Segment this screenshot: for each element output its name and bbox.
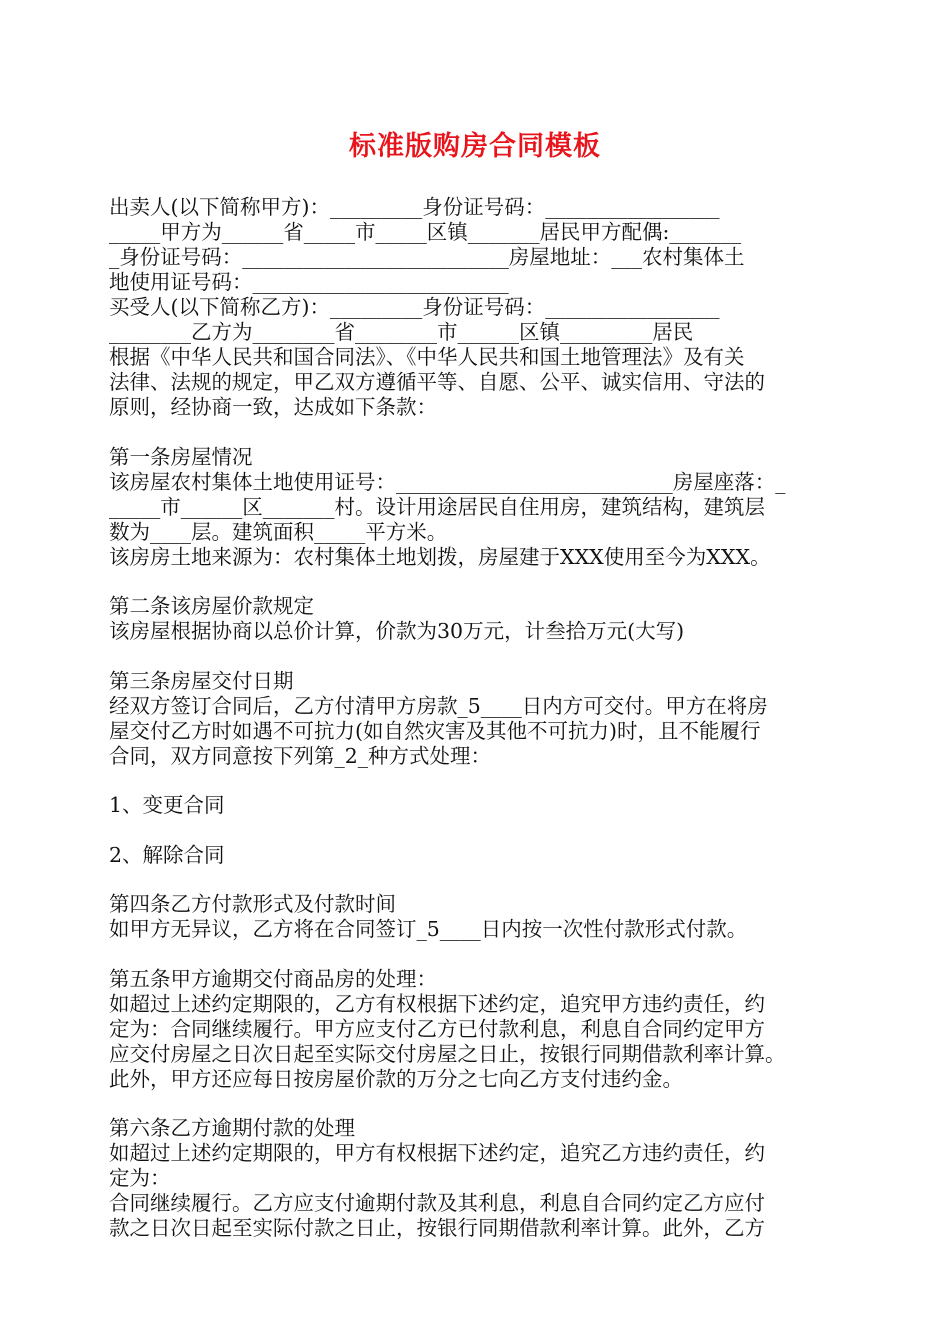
paragraph-gap	[109, 420, 849, 445]
text-line: 地使用证号码：_________________________	[109, 270, 509, 294]
text-line: 第六条乙方逾期付款的处理	[109, 1116, 355, 1140]
text-line: 款之日次日起至实际付款之日止，按银行同期借款利率计算。此外，乙方	[109, 1216, 765, 1240]
document-title: 标准版购房合同模板	[349, 131, 601, 162]
text-line: 出卖人(以下简称甲方)：_________身份证号码：_________________	[109, 195, 720, 219]
text-line: 合同继续履行。乙方应支付逾期付款及其利息，利息自合同约定乙方应付	[109, 1191, 765, 1215]
text-line: _____市______区_______村。设计用途居民自住用房，建筑结构，建筑层	[109, 494, 765, 519]
text-line: 该房房土地来源为：农村集体土地划拨，房屋建于XXX使用至今为XXX。	[109, 544, 771, 569]
text-line: 应交付房屋之日次日起至实际交付房屋之日止，按银行同期借款利率计算。	[109, 1041, 786, 1066]
text-line: 买受人(以下简称乙方)：_________身份证号码：_________________	[109, 295, 720, 319]
text-line: 第三条房屋交付日期	[109, 668, 294, 693]
text-line: 该房屋农村集体土地使用证号：___________________________房屋座落：_	[109, 469, 786, 494]
text-line: 第二条该房屋价款规定	[109, 594, 314, 618]
paragraph	[109, 793, 849, 818]
text-line: 数为____层。建筑面积_____平方米。	[109, 519, 448, 544]
text-line: 第五条甲方逾期交付商品房的处理：	[109, 966, 437, 991]
paragraph-gap	[109, 570, 849, 595]
text-line: 如超过上述约定期限的，乙方有权根据下述约定，追究甲方违约责任，约	[109, 991, 765, 1016]
text-line: 此外，甲方还应每日按房屋价款的万分之七向乙方支付违约金。	[109, 1066, 683, 1091]
text-line: 合同，双方同意按下列第_2_种方式处理：	[109, 743, 492, 768]
text-line: 如甲方无异议，乙方将在合同签订_5____日内按一次性付款形式付款。	[109, 917, 748, 941]
text-line: 法律、法规的规定，甲乙双方遵循平等、自愿、公平、诚实信用、守法的	[109, 370, 765, 394]
paragraph-gap	[109, 868, 849, 893]
paragraph-gap	[109, 644, 849, 669]
paragraph	[109, 843, 849, 868]
paragraph	[109, 892, 849, 942]
paragraph	[109, 967, 849, 1092]
paragraph	[109, 594, 849, 644]
text-line: 如超过上述约定期限的，甲方有权根据下述约定，追究乙方违约责任，约	[109, 1141, 765, 1165]
document-body	[109, 195, 849, 1241]
paragraph-gap	[109, 1092, 849, 1117]
paragraph	[109, 195, 849, 420]
paragraph-gap	[109, 769, 849, 794]
text-line: 根据《中华人民共和国合同法》、《中华人民共和国土地管理法》及有关	[109, 345, 745, 369]
text-line: 定为：	[109, 1166, 171, 1190]
text-line: 该房屋根据协商以总价计算，价款为30万元，计叁拾万元(大写)	[109, 619, 685, 643]
text-line: 第四条乙方付款形式及付款时间	[109, 892, 396, 916]
text-line: 屋交付乙方时如遇不可抗力(如自然灾害及其他不可抗力)时，且不能履行	[109, 718, 761, 743]
text-line: 第一条房屋情况	[109, 444, 253, 469]
text-line: _____甲方为______省_____市_____区镇_______居民甲方配偶:_______	[109, 220, 742, 244]
text-line: _身份证号码：__________________________房屋地址：___农村集体土	[109, 245, 745, 269]
text-line: 定为：合同继续履行。甲方应支付乙方已付款利息，利息自合同约定甲方	[109, 1016, 765, 1041]
paragraph-gap	[109, 818, 849, 843]
paragraph	[109, 669, 849, 769]
paragraph	[109, 445, 849, 570]
text-line: 原则，经协商一致，达成如下条款：	[109, 395, 437, 419]
paragraph	[109, 1116, 849, 1241]
text-line: 经双方签订合同后，乙方付清甲方房款_5____日内方可交付。甲方在将房	[109, 693, 768, 718]
text-line: 1、变更合同	[109, 793, 225, 817]
text-line: ________乙方为________省________市______区镇_________居民	[109, 320, 694, 344]
text-line: 2、解除合同	[109, 842, 225, 867]
paragraph-gap	[109, 942, 849, 967]
